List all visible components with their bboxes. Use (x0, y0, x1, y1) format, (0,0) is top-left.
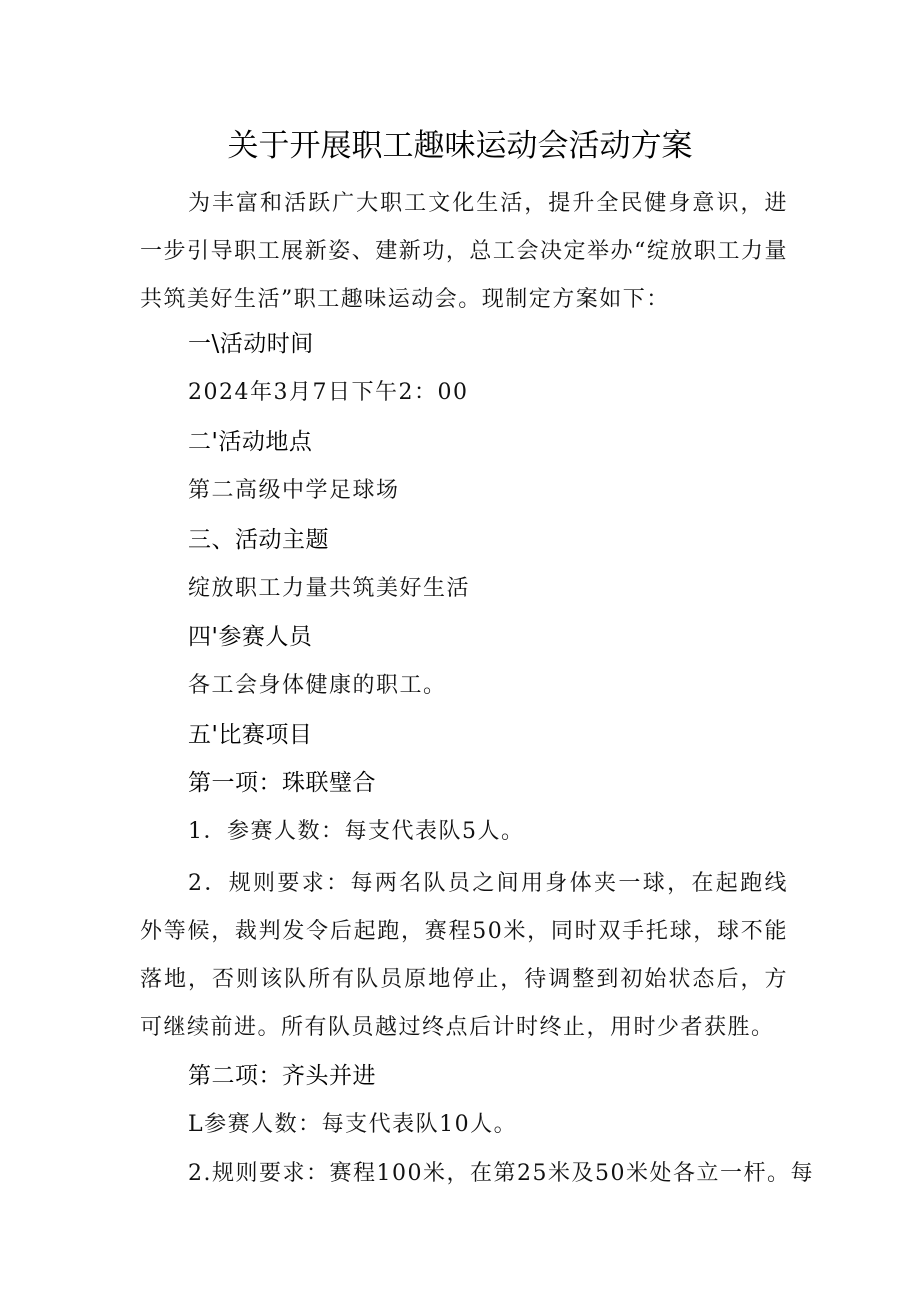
event2-item2: 2.规则要求：赛程100米，在第25米及50米处各立一杆。每 (188, 1161, 814, 1186)
section-place-value: 第二高级中学足球场 (188, 478, 400, 503)
section-participants-value: 各工会身体健康的职工。 (188, 673, 447, 698)
event1-item2: 2．规则要求：每两名队员之间用身体夹一球，在起跑线外等候，裁判发令后起跑，赛程50米，同时双手托球，球不能落地，否则该队所有队员原地停止，待调整到初始状态后，方可继续前进。所有队员越过终点后计时终止，用时少者获胜。 (140, 871, 788, 1040)
section-theme-heading: 三、活动主题 (188, 527, 329, 553)
event1-item1: 1．参赛人数：每支代表队5人。 (188, 819, 525, 844)
intro-paragraph: 为丰富和活跃广大职工文化生活，提升全民健身意识，进一步引导职工展新姿、建新功，总工会决定举办“绽放职工力量共筑美好生活”职工趣味运动会。现制定方案如下： (140, 191, 788, 312)
section-participants-heading: 四'参赛人员 (188, 624, 313, 650)
section-theme-value: 绽放职工力量共筑美好生活 (188, 576, 471, 601)
document-title: 关于开展职工趣味运动会活动方案 (227, 128, 693, 164)
section-time-heading: 一\活动时间 (188, 331, 314, 357)
section-time-value: 2024年3月7日下午2：00 (188, 380, 469, 405)
event2-heading: 第二项：齐头并进 (188, 1063, 376, 1089)
section-place-heading: 二'活动地点 (188, 429, 313, 455)
section-events-heading: 五'比赛项目 (188, 722, 313, 748)
event2-item1: L参赛人数：每支代表队10人。 (188, 1112, 518, 1137)
event1-heading: 第一项：珠联璧合 (188, 770, 376, 796)
